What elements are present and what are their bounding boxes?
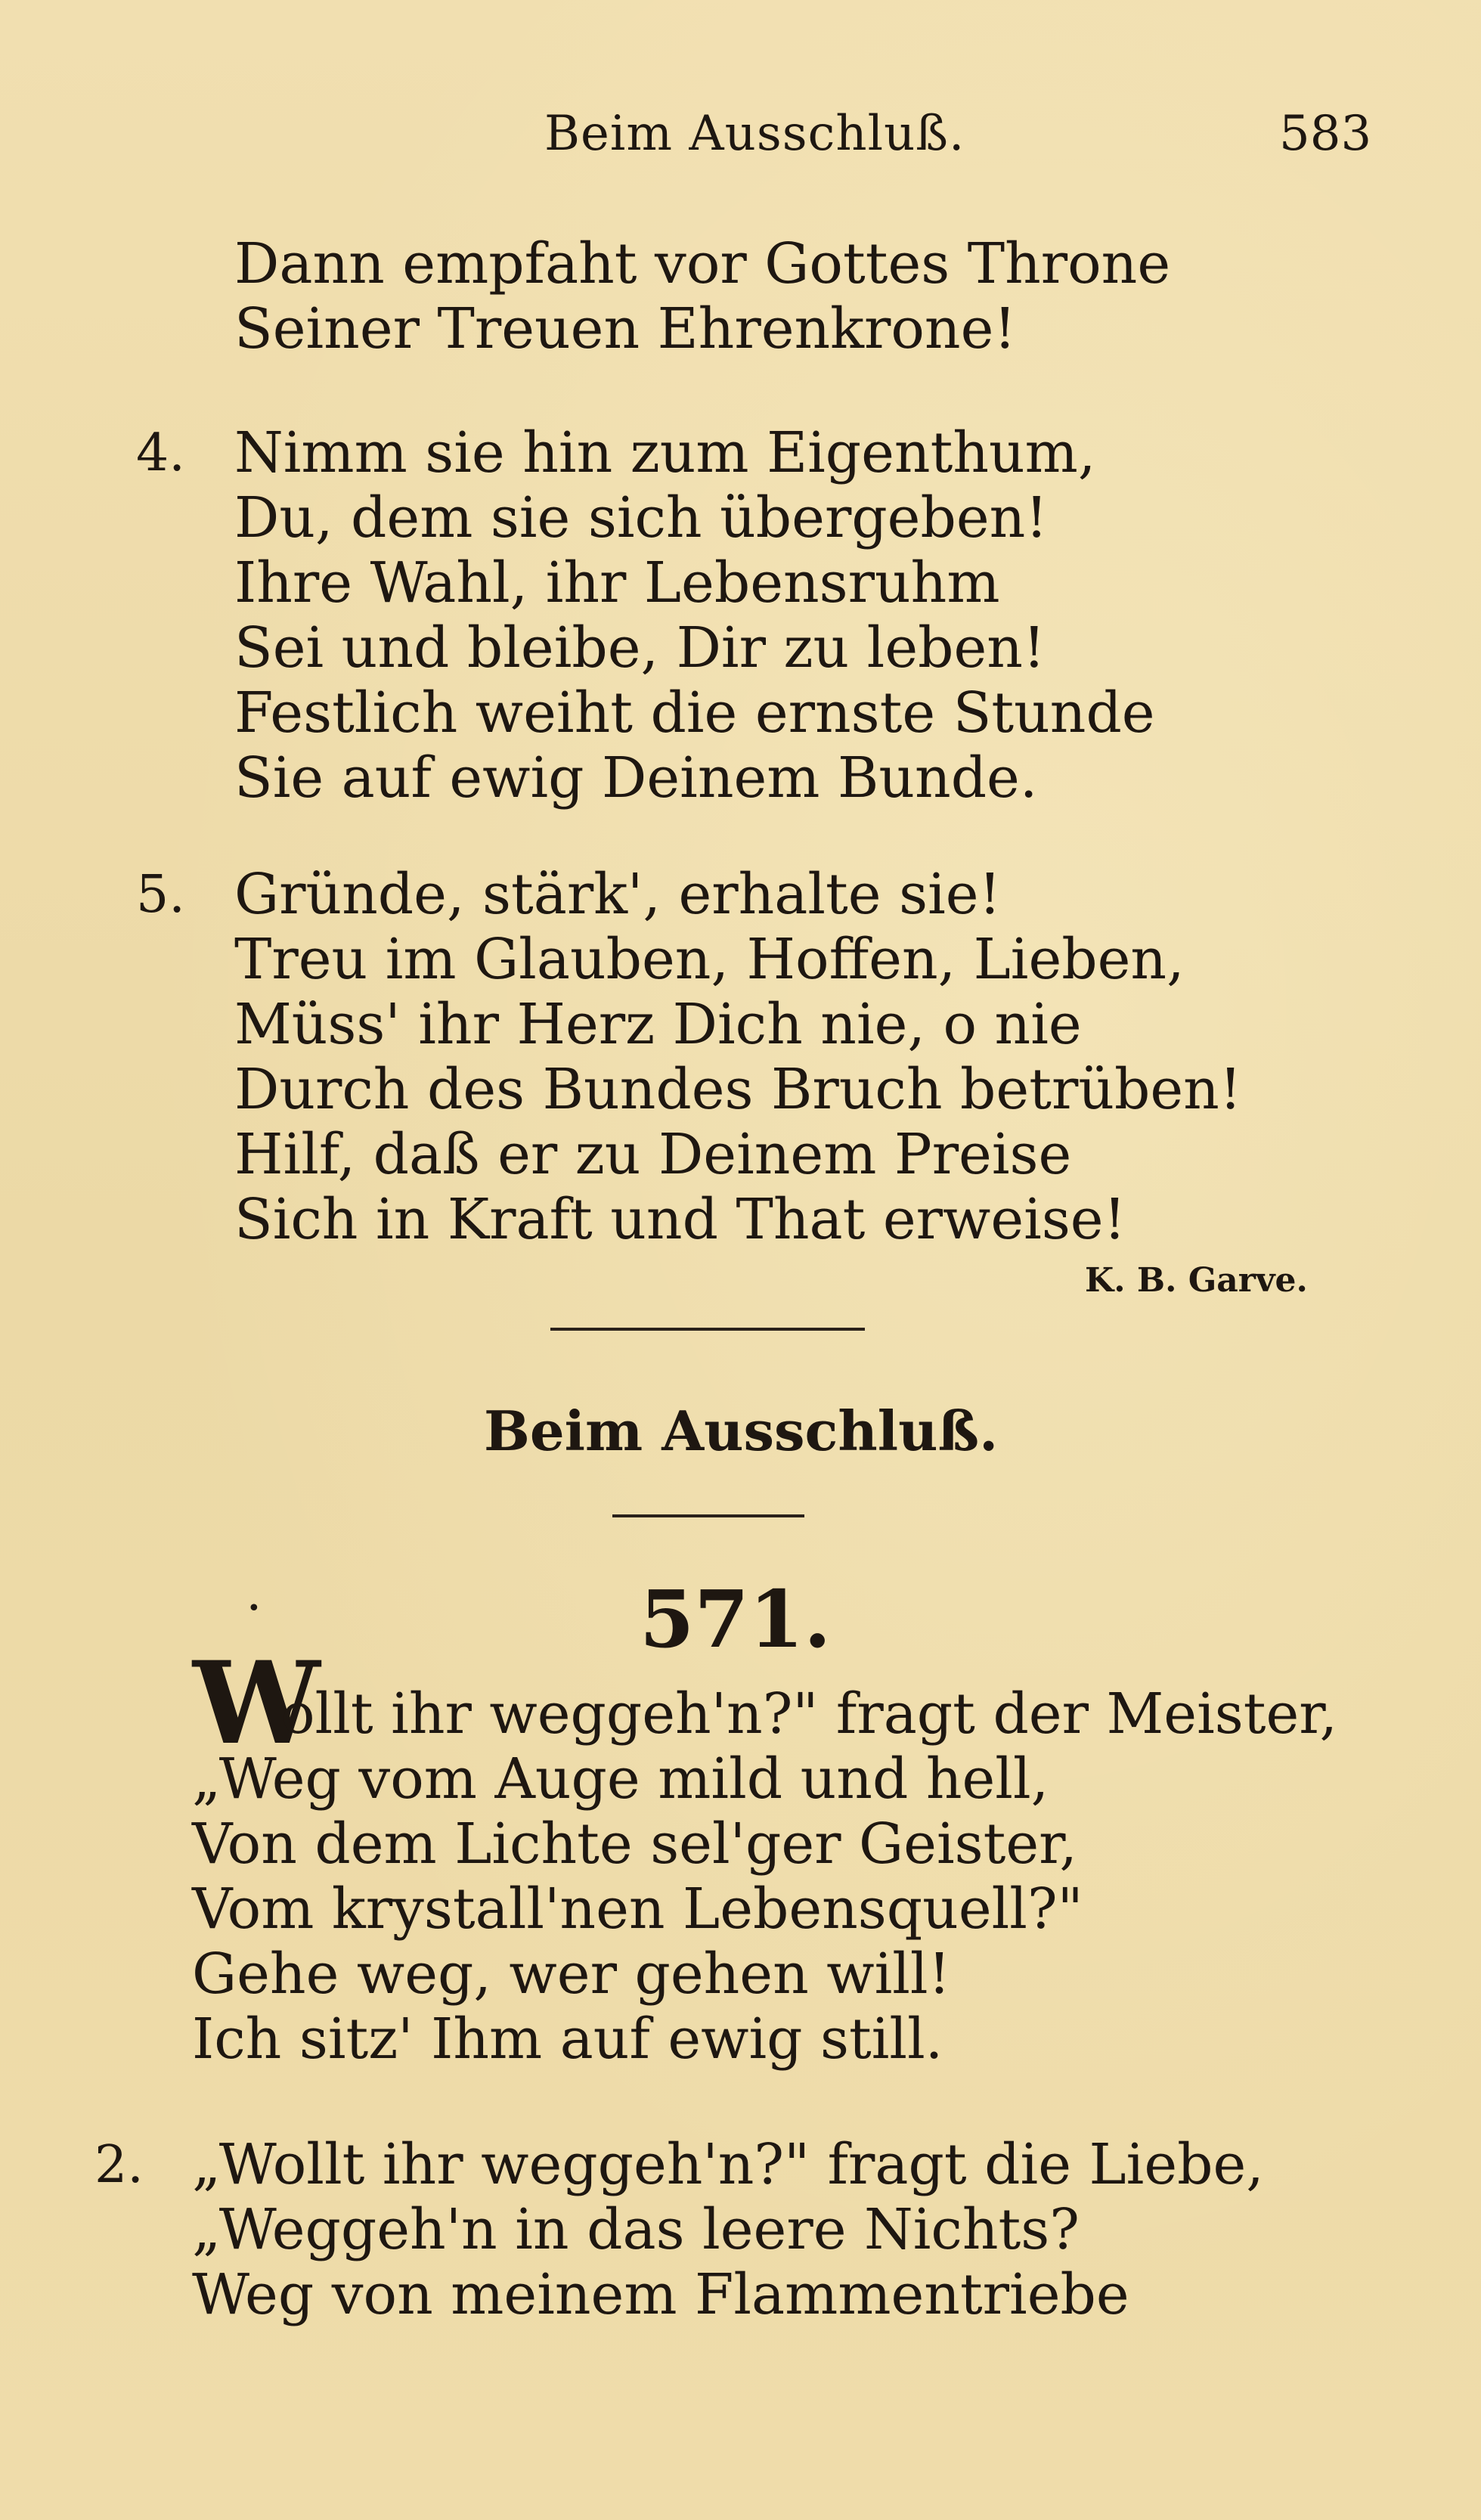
running-head: Beim Ausschluß.: [544, 106, 965, 162]
stanza-number: 2.: [94, 2135, 144, 2195]
verse-line: „Weggeh'n in das leere Nichts?: [192, 2197, 1080, 2262]
verse-line: Sei und bleibe, Dir zu leben!: [234, 615, 1046, 680]
section-title: Beim Ausschluß.: [484, 1399, 999, 1463]
verse-line: Ich sitz' Ihm auf ewig still.: [192, 2007, 943, 2072]
verse-line: Durch des Bundes Bruch betrüben!: [234, 1057, 1242, 1122]
stanza-number: 4.: [136, 423, 185, 483]
verse-line: Müss' ihr Herz Dich nie, o nie: [234, 992, 1082, 1057]
verse-line: Weg von meinem Flammentriebe: [192, 2262, 1129, 2327]
author-attribution: K. B. Garve.: [1085, 1261, 1308, 1300]
dot-mark: •: [247, 1595, 261, 1622]
verse-line: Gründe, stärk', erhalte sie!: [234, 862, 1002, 927]
verse-line: Nimm sie hin zum Eigenthum,: [234, 420, 1096, 485]
verse-line: Du, dem sie sich übergeben!: [234, 485, 1049, 550]
verse-line: Sie auf ewig Deinem Bunde.: [234, 745, 1038, 811]
title-underline: [612, 1514, 804, 1517]
verse-line: Treu im Glauben, Hoffen, Lieben,: [234, 927, 1185, 992]
verse-line: Vom krystall'nen Lebensquell?": [192, 1877, 1083, 1942]
verse-line: Von dem Lichte sel'ger Geister,: [192, 1812, 1077, 1877]
verse-line: Hilf, daß er zu Deinem Preise: [234, 1122, 1072, 1187]
verse-line: Festlich weiht die ernste Stunde: [234, 680, 1155, 745]
drop-cap: W: [193, 1637, 321, 1770]
verse-line: Sich in Kraft und That erweise!: [234, 1187, 1126, 1252]
verse-line: Dann empfaht vor Gottes Throne: [234, 231, 1171, 296]
verse-line: Ihre Wahl, ihr Lebensruhm: [234, 550, 1000, 615]
verse-line: „Wollt ihr weggeh'n?" fragt die Liebe,: [192, 2132, 1264, 2197]
verse-line: ollt ihr weggeh'n?" fragt der Meister,: [281, 1682, 1338, 1747]
verse-line: Gehe weg, wer gehen will!: [192, 1942, 951, 2007]
verse-line: „Weg vom Auge mild und hell,: [192, 1747, 1049, 1812]
verse-line: Seiner Treuen Ehrenkrone!: [234, 296, 1017, 361]
page-number: 583: [1279, 106, 1372, 162]
section-divider: [550, 1328, 865, 1331]
hymn-number: 571.: [640, 1573, 832, 1666]
stanza-number: 5.: [136, 865, 185, 925]
